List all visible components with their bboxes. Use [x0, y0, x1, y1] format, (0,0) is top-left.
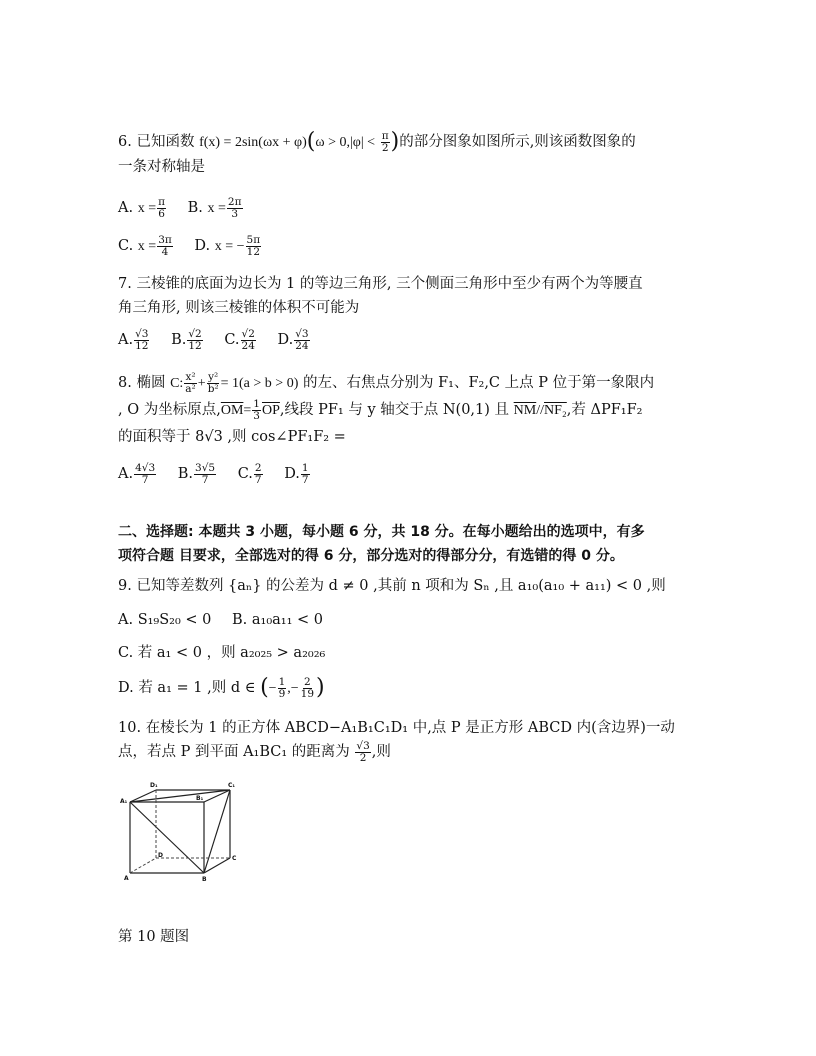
- label-b1: B₁: [196, 795, 204, 802]
- question-7: [118, 272, 704, 320]
- q6-options-row2: [118, 234, 704, 259]
- question-8: [118, 370, 704, 450]
- q8-option-b[interactable]: B. $\frac{3√5}{7}$: [177, 461, 216, 486]
- q6-option-b[interactable]: B. x = $\frac{2\pi}{3}$: [187, 195, 242, 220]
- q6-number: 6.: [118, 134, 132, 150]
- label-c: C: [232, 855, 237, 862]
- q8-stem-line2: , O 为坐标原点$,\overline{OM}=$ $\frac{1}{3}$ $\overline{OP}$,线段 PF₁ 与 y 轴交于点 N(0,1) 且 $\overline{NM}/$/NF₂,若 ΔPF₁F₂: [118, 397, 643, 422]
- question-6: [118, 130, 704, 179]
- q8-options: [118, 462, 704, 486]
- q8-stem-line3: 的面积等于 8√3 ,则 cos∠PF₁F₂ =: [118, 429, 346, 445]
- label-a: A: [124, 875, 129, 882]
- label-c1: C₁: [228, 782, 236, 789]
- q8-stem-line1: 8. 椭圆 C: $\frac{\text{x²}}{\text{a²}}$ + $\frac{\text{y²}}{\text{b²}}$ = 1(a > b > 0) 的左、右焦点分别为 F₁、F₂,C 上点 P 位于第一象限内: [118, 370, 655, 395]
- label-b: B: [202, 876, 207, 883]
- q7-option-d[interactable]: D. $\frac{√3}{24}$: [277, 327, 309, 352]
- q7-options: [118, 328, 704, 352]
- q6-options-row1: [118, 196, 704, 221]
- q9-options-ab: [118, 608, 704, 632]
- q7-option-a[interactable]: A. $\frac{√3}{12}$: [118, 327, 149, 352]
- label-d: D: [158, 852, 163, 859]
- q9-option-b[interactable]: B. a₁₀a₁₁ < 0: [232, 612, 324, 628]
- q9-option-a[interactable]: A. S₁₉S₂₀ < 0: [118, 612, 212, 628]
- section-2-heading: 二、选择题: 本题共 3 小题，每小题 6 分，共 18 分。在每小题给出的选项中，有多 项符合题 目要求，全部选对的得 6 分，部分选对的得部分分，有选错的得 0 分。: [118, 524, 645, 564]
- q6-option-a[interactable]: A. x = $\frac{\pi}{6}$: [118, 195, 166, 220]
- q7-option-b[interactable]: B. $\frac{√2}{12}$: [171, 327, 202, 352]
- q7-stem-line2: 角三角形, 则该三棱锥的体积不可能为: [118, 300, 360, 316]
- q8-option-d[interactable]: D. $\frac{1}{7}$: [284, 461, 309, 486]
- q6-option-d[interactable]: D. x = − $\frac{5\pi}{12}$: [194, 233, 261, 258]
- question-9: [118, 574, 704, 598]
- question-10: [118, 716, 704, 764]
- q7-stem-line1: 7. 三棱锥的底面为边长为 1 的等边三角形, 三个侧面三角形中至少有两个为等腰直: [118, 276, 643, 292]
- q9-option-d[interactable]: D. 若 a₁ = 1 ,则 d ∈ (− $\frac{1}{9}$ ,− $\frac{2}{19}$ ): [118, 675, 325, 700]
- q6-stem-line2: 一条对称轴是: [118, 159, 205, 175]
- label-d1: D₁: [150, 782, 158, 789]
- q6-option-c[interactable]: C. x = $\frac{3\pi}{4}$: [118, 233, 172, 258]
- q10-stem-line1: 10. 在棱长为 1 的正方体 ABCD−A₁B₁C₁D₁ 中,点 P 是正方形 ABCD 内(含边界)一动: [118, 720, 675, 736]
- label-a1: A₁: [120, 798, 128, 805]
- q7-option-c[interactable]: C. $\frac{√2}{24}$: [224, 327, 255, 352]
- q8-option-c[interactable]: C. $\frac{2}{7}$: [237, 461, 262, 486]
- figure-caption: 第 10 题图: [118, 929, 190, 945]
- q9-stem: 9. 已知等差数列 {aₙ} 的公差为 d ≠ 0 ,其前 n 项和为 Sₙ ,且 a₁₀(a₁₀ + a₁₁) < 0 ,则: [118, 578, 666, 594]
- q10-stem-line2: 点，若点 P 到平面 A₁BC₁ 的距离为 $\frac{√3}{2}$ ,则: [118, 739, 391, 764]
- q9-option-c[interactable]: C. 若 a₁ < 0 ，则 a₂₀₂₅ > a₂₀₂₆: [118, 645, 326, 661]
- q8-option-a[interactable]: A. $\frac{4√3}{7}$: [118, 461, 156, 486]
- q6-stem-line1: 6. 已知函数 f(x) = 2sin(ωx + φ)(ω > 0,|φ| < $\frac{\pi}{2}$ )的部分图象如图所示,则该函数图象的: [118, 129, 636, 154]
- q10-cube-figure: [118, 780, 248, 885]
